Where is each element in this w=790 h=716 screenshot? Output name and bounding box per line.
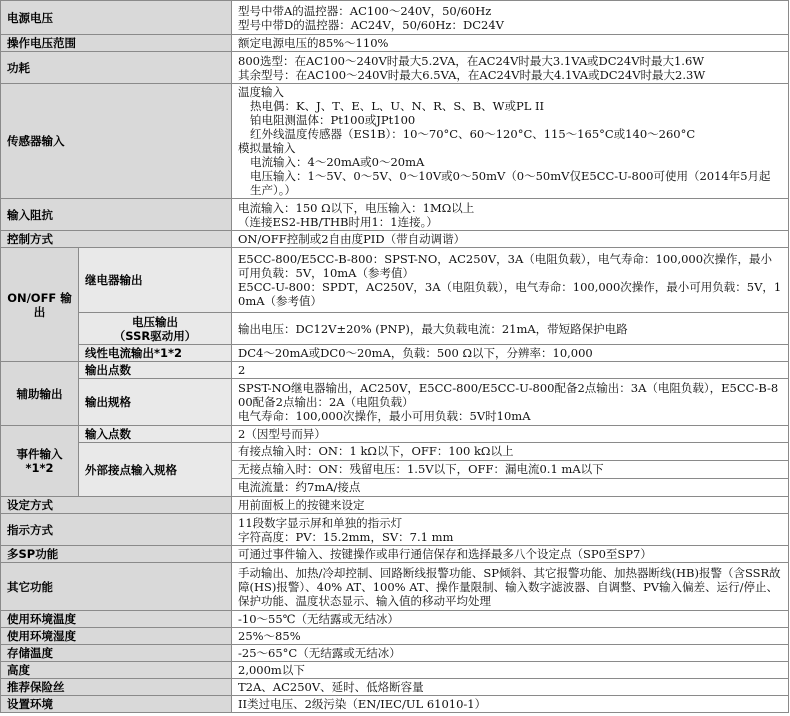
sensor-line-rtd: 铂电阻测温体：Pt100或JPt100 [250,113,416,127]
ssr-output-label-2: （SSR驱动用） [113,328,197,343]
row-multi-sp [1,546,789,563]
row-sensor-input [1,84,789,199]
ssr-output-label [79,313,232,345]
row-event-contact-spec [1,443,789,497]
sensor-line-thermocouple: 热电偶：K、J、T、E、L、U、N、R、S、B、W或PL II [250,99,545,113]
indication-method-value [232,514,789,546]
current-flow-line: 电流流量：约7mA/接点 [238,480,361,494]
recommended-fuse-label: 推荐保险丝 [1,679,232,696]
row-indication-method [1,514,789,546]
impedance-line-2: （连接ES2-HB/THB时用1：1连接。） [238,214,438,229]
linear-output-label: 线性电流输出*1*2 [79,345,232,362]
power-supply-value [232,1,789,35]
ssr-output-value: 输出电压：DC12V±20% (PNP)，最大负载电流：21mA，带短路保护电路 [232,313,789,345]
other-functions-label: 其它功能 [1,563,232,611]
row-input-impedance [1,199,789,231]
row-event-points [1,426,789,443]
indication-line-1: 11段数字显示屏和单独的指示灯 [238,515,403,530]
row-aux-points [1,362,789,379]
aux-points-label: 输出点数 [79,362,232,379]
linear-output-value: DC4～20mA或DC0～20mA，负载：500 Ω以下，分辨率：10,000 [232,345,789,362]
event-points-value: 2（因型号而异） [232,426,789,443]
consumption-value [232,52,789,84]
row-linear-output [1,345,789,362]
consumption-line-1: 800选型：在AC100～240V时最大5.2VA，在AC24V时最大3.1VA或DC24V时最大1.6W [238,53,705,68]
power-supply-line-1: 型号中带A的温控器：AC100～240V，50/60Hz [238,3,492,18]
power-supply-line-2: 型号中带D的温控器：AC24V，50/60Hz：DC24V [238,17,504,32]
row-setting-method [1,497,789,514]
relay-output-label: 继电器输出 [79,248,232,313]
altitude-value: 2,000m以下 [232,662,789,679]
row-power-supply [1,1,789,35]
sensor-line-analog-input: 模拟量输入 [238,141,296,155]
aux-spec-value [232,379,789,426]
indication-method-label: 指示方式 [1,514,232,546]
consumption-label: 功耗 [1,52,232,84]
contactless-input-line: 无接点输入时：ON：残留电压：1.5V以下，OFF：漏电流0.1 mA以下 [232,461,788,479]
row-ambient-humidity [1,628,789,645]
impedance-line-1: 电流输入：150 Ω以下，电压输入：1MΩ以上 [238,200,475,215]
multi-sp-value: 可通过事件输入、按键操作或串行通信保存和选择最多八个设定点（SP0至SP7） [232,546,789,563]
onoff-output-label: ON/OFF 输出 [1,248,79,362]
op-range-value: 额定电源电压的85%～110% [232,35,789,52]
altitude-label: 高度 [1,662,232,679]
impedance-value [232,199,789,231]
row-ssr-output [1,313,789,345]
control-method-value: ON/OFF控制或2自由度PID（带自动调谐） [232,231,789,248]
event-input-label-2: *1*2 [25,461,54,475]
row-consumption [1,52,789,84]
setting-method-value: 用前面板上的按键来设定 [232,497,789,514]
aux-spec-line-2: 电气寿命：100,000次操作，最小可用负载：5V时10mA [238,409,531,423]
ambient-temperature-label: 使用环境温度 [1,611,232,628]
row-aux-spec [1,379,789,426]
row-op-range [1,35,789,52]
recommended-fuse-value: T2A、AC250V、延时、低烙断容量 [232,679,789,696]
sensor-input-label: 传感器输入 [1,84,232,199]
row-other-functions [1,563,789,611]
sensor-line-temp-input: 温度输入 [238,85,284,99]
row-installation-environment [1,696,789,713]
ambient-humidity-value: 25%～85% [232,628,789,645]
power-supply-label: 电源电压 [1,1,232,35]
consumption-line-2: 其余型号：在AC100～240V时最大6.5VA，在AC24V时最大4.1VA或DC24V时最大2.3W [238,67,706,82]
row-relay-output [1,248,789,313]
row-ambient-temperature [1,611,789,628]
control-method-label: 控制方式 [1,231,232,248]
impedance-label: 输入阻抗 [1,199,232,231]
sensor-line-current-input: 电流输入：4～20mA或0～20mA [250,155,425,169]
row-recommended-fuse [1,679,789,696]
relay-output-line-1: E5CC-800/E5CC-B-800：SPST-NO，AC250V，3A（电阻负载），电气寿命：100,000次操作，最小可用负载：5V，10mA（参考值） [238,252,773,280]
row-control-method [1,231,789,248]
aux-output-label: 辅助输出 [1,362,79,426]
sensor-input-value [232,84,789,199]
aux-points-value: 2 [232,362,789,379]
installation-environment-value: II类过电压、2级污染（EN/IEC/UL 61010-1） [232,696,789,713]
event-contact-spec-value [232,443,789,497]
indication-line-2: 字符高度：PV：15.2mm，SV：7.1 mm [238,529,454,544]
other-functions-value: 手动输出、加热/冷却控制、回路断线报警功能、SP倾斜、其它报警功能、加热器断线(HB)报警（含SSR故障(HS)报警）、40% AT、100% AT、操作量限制、输入数字滤波器、自调整、PV输入偏差、运行/停止、保护功能、温度状态显示、输入值的移动平均处理 [232,563,789,611]
row-storage-temperature [1,645,789,662]
row-altitude [1,662,789,679]
installation-environment-label: 设置环境 [1,696,232,713]
event-input-label [1,426,79,497]
event-points-label: 输入点数 [79,426,232,443]
relay-output-value [232,248,789,313]
op-range-label: 操作电压范围 [1,35,232,52]
ambient-temperature-value: -10～55℃（无结露或无结冰） [232,611,789,628]
ambient-humidity-label: 使用环境湿度 [1,628,232,645]
storage-temperature-value: -25～65°C（无结露或无结冰） [232,645,789,662]
ssr-output-label-1: 电压输出 [132,314,178,329]
aux-spec-line-1: SPST-NO继电器输出，AC250V，E5CC-800/E5CC-U-800配备2点输出：3A（电阻负载），E5CC-B-800配备2点输出：2A（电阻负载） [238,381,779,409]
multi-sp-label: 多SP功能 [1,546,232,563]
event-contact-spec-label: 外部接点输入规格 [79,443,232,497]
storage-temperature-label: 存储温度 [1,645,232,662]
event-input-label-1: 事件输入 [16,447,63,461]
sensor-line-infrared: 红外线温度传感器（ES1B）：10～70°C、60～120°C、115～165°C或140～260°C [250,127,696,141]
sensor-line-voltage-input: 电压输入：1～5V、0～5V、0～10V或0～50mV（0～50mV仅E5CC-U-800可使用（2014年5月起生产）。） [250,169,771,197]
contact-input-line: 有接点输入时：ON：1 kΩ以下，OFF：100 kΩ以上 [232,443,788,461]
setting-method-label: 设定方式 [1,497,232,514]
relay-output-line-2: E5CC-U-800：SPDT，AC250V，3A（电阻负载），电气寿命：100,000次操作，最小可用负载：5V，10mA（参考值） [238,280,782,308]
aux-spec-label: 输出规格 [79,379,232,426]
